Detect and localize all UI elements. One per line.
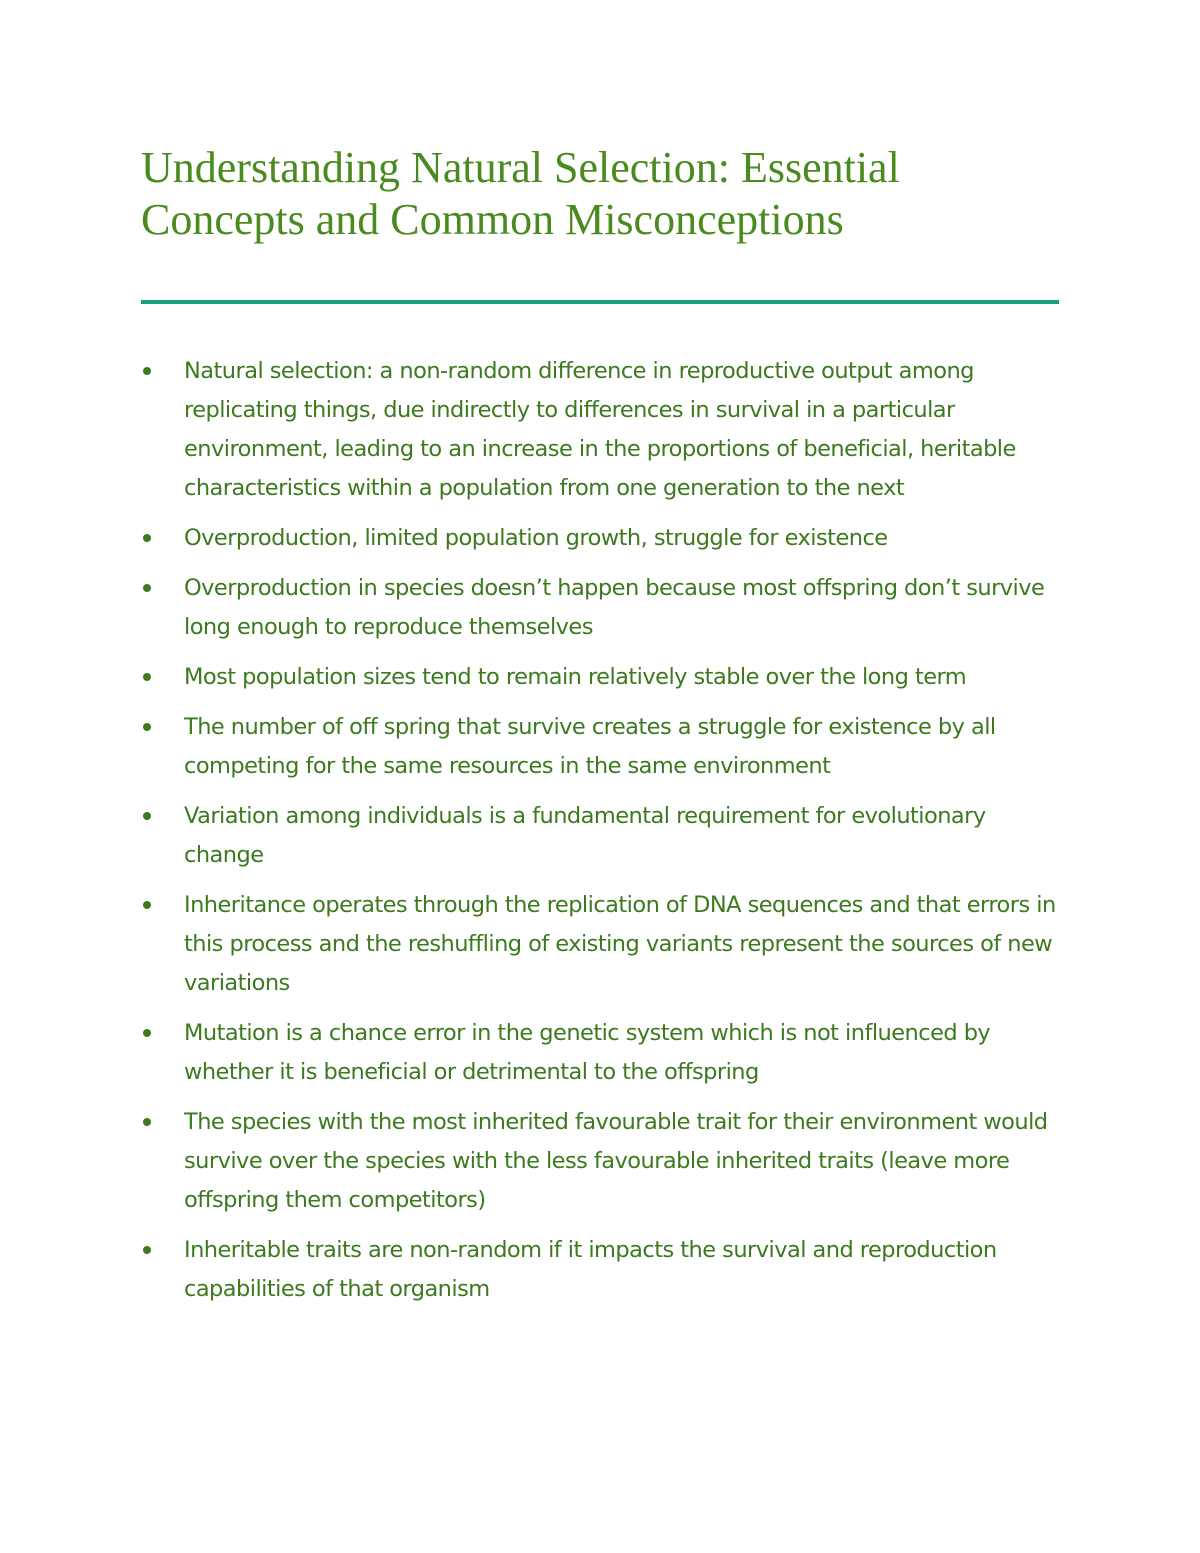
bullet-dot-icon: [143, 1246, 151, 1254]
title-divider: [141, 300, 1059, 304]
bullet-text: The number of off spring that survive creates a struggle for existence by all competing for the same resources in the same environment: [184, 714, 996, 779]
bullet-text: Mutation is a chance error in the genetic system which is not influenced by whether it is beneficial or detrimental to the offspring: [184, 1020, 991, 1085]
bullet-text: Variation among individuals is a fundamental requirement for evolutionary change: [184, 803, 986, 868]
bullet-text: Natural selection: a non-random difference in reproductive output among replicating things, due indirectly to differences in survival in a particular environment, leading to an increase in the proportions of beneficial, heritable characteristics within a population from one generation to the next: [184, 358, 1016, 501]
bullet-item-10: [141, 1231, 1071, 1309]
bullet-item-5: [141, 708, 1071, 786]
bullet-text: Overproduction in species doesn’t happen because most offspring don’t survive long enough to reproduce themselves: [184, 575, 1045, 640]
bullet-item-6: [141, 797, 1071, 875]
bullet-dot-icon: [143, 901, 151, 909]
bullet-item-7: [141, 886, 1071, 1003]
bullet-dot-icon: [143, 812, 151, 820]
bullet-dot-icon: [143, 673, 151, 681]
bullet-text: The species with the most inherited favourable trait for their environment would survive over the species with the less favourable inherited traits (leave more offspring them competitors): [184, 1109, 1048, 1213]
bullet-item-4: [141, 658, 1071, 697]
bullet-text: Most population sizes tend to remain relatively stable over the long term: [184, 664, 967, 690]
bullet-text: Inheritable traits are non-random if it impacts the survival and reproduction capabilities of that organism: [184, 1237, 997, 1302]
bullet-text: Inheritance operates through the replication of DNA sequences and that errors in this process and the reshuffling of existing variants represent the sources of new variations: [184, 892, 1056, 996]
bullet-item-3: [141, 569, 1071, 647]
document-title: Understanding Natural Selection: Essential Concepts and Common Misconceptions: [141, 143, 900, 244]
bullet-dot-icon: [143, 1029, 151, 1037]
bullet-dot-icon: [143, 1118, 151, 1126]
bullet-item-9: [141, 1103, 1071, 1220]
bullet-dot-icon: [143, 367, 151, 375]
bullet-text: Overproduction, limited population growth, struggle for existence: [184, 525, 888, 551]
bullet-item-1: [141, 352, 1071, 508]
bullet-dot-icon: [143, 584, 151, 592]
bullet-list: [141, 352, 1071, 1320]
bullet-dot-icon: [143, 534, 151, 542]
bullet-item-2: [141, 519, 1071, 558]
bullet-item-8: [141, 1014, 1071, 1092]
bullet-dot-icon: [143, 723, 151, 731]
